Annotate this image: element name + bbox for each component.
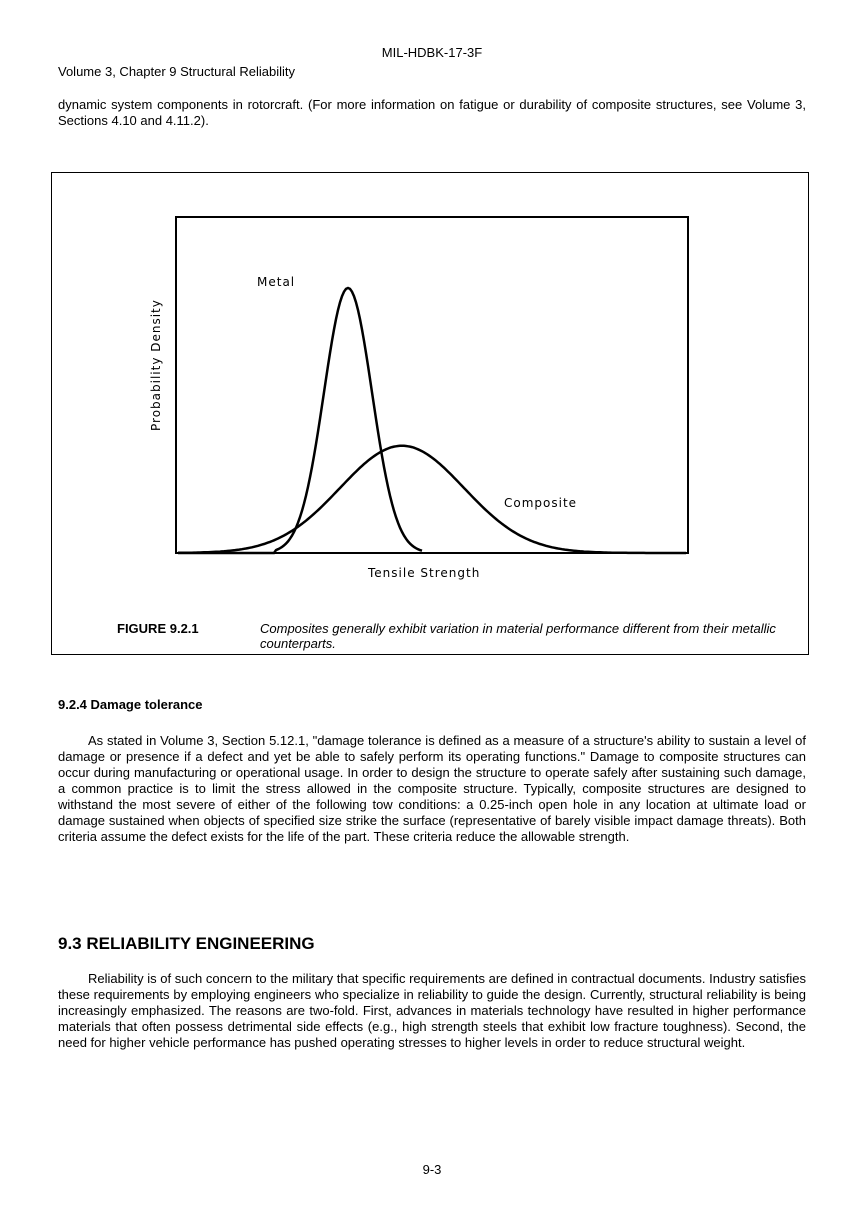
composite-distribution-curve: [178, 446, 686, 553]
reliability-engineering-heading: 9.3 RELIABILITY ENGINEERING: [58, 934, 315, 953]
volume-chapter-header: Volume 3, Chapter 9 Structural Reliability: [58, 64, 296, 79]
figure-label: FIGURE 9.2.1: [117, 621, 199, 636]
composite-series-label: Composite: [504, 496, 578, 510]
figure-9-2-1: [51, 172, 809, 655]
damage-tolerance-paragraph: As stated in Volume 3, Section 5.12.1, "damage tolerance is defined as a measure of a structure's ability to sustain a level of damage or presence if a defect and yet be able to safely perform its operating functions." Damage to composite structures can occur during manufacturing or operational usage. In order to design the structure to operate safely after sustaining such damage, a common practice is to limit the stress allowed in the composite structure. Typically, composite structures are designed to withstand the most severe of either of the following tow conditions: a 0.25-inch open hole in any location at ultimate load or damage sustained when objects of specified size strike the surface (representative of barely visible impact damage threats). Both criteria assume the defect exists for the life of the part. These criteria reduce the allowable strength.: [58, 733, 806, 844]
plot-frame: [176, 217, 688, 553]
reliability-engineering-paragraph: Reliability is of such concern to the military that specific requirements are defined in contractual documents. Industry satisfies these requirements by employing engineers who specialize in reliability to guide the design. Currently, structural reliability is being increasingly emphasized. The reasons are two-fold. First, advances in materials technology have resulted in higher performance materials that often possess detrimental side effects (e.g., high strength steels that exhibit low fracture toughness). Second, the need for higher vehicle performance has pushed operating stresses to higher levels in order to reduce structural weight.: [58, 971, 806, 1050]
damage-tolerance-heading: 9.2.4 Damage tolerance: [58, 697, 203, 712]
document-id-header: MIL-HDBK-17-3F: [381, 45, 483, 60]
distribution-chart: [52, 173, 808, 654]
x-axis-label: Tensile Strength: [368, 566, 481, 580]
intro-paragraph: dynamic system components in rotorcraft. (For more information on fatigue or durability of composite structures, see Volume 3, Sections 4.10 and 4.11.2).: [58, 97, 806, 128]
y-axis-label: Probability Density: [149, 299, 163, 431]
page-number: 9-3: [422, 1162, 442, 1177]
metal-series-label: Metal: [257, 275, 296, 289]
figure-caption: Composites generally exhibit variation in material performance different from their metallic counterparts.: [260, 621, 776, 651]
metal-distribution-curve: [178, 288, 422, 553]
